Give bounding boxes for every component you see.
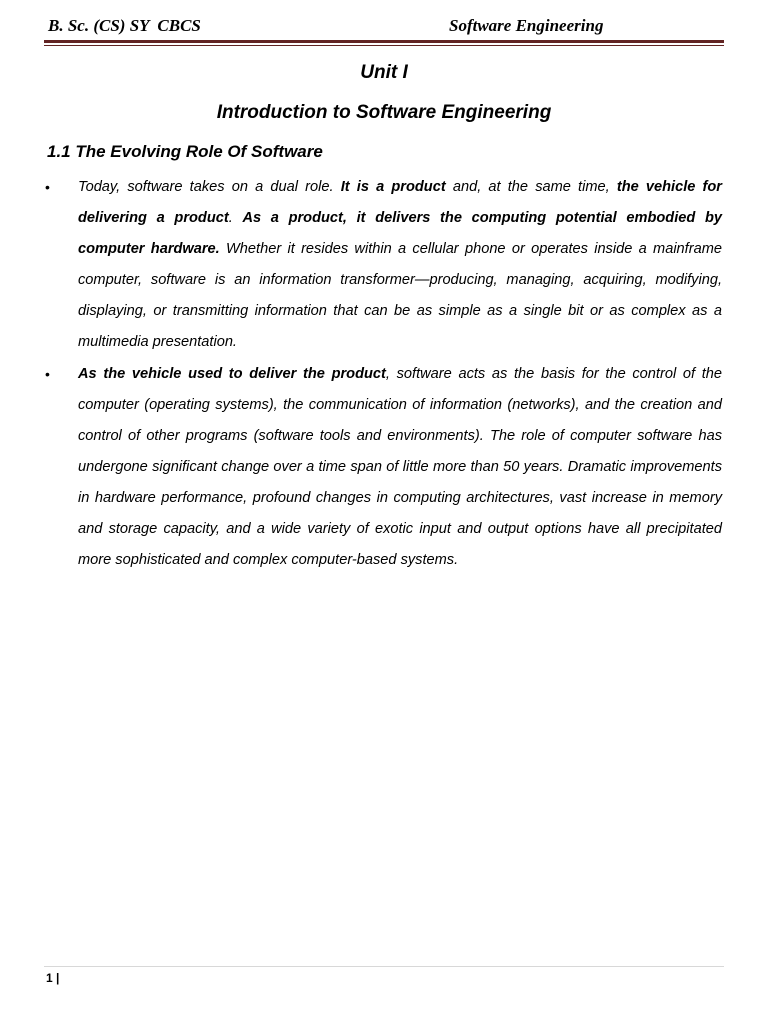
list-item — [0, 359, 768, 577]
text-run: Whether it resides within a cellular phone or operates inside a mainframe computer, software is an information transformer—producing, managing, acquiring, modifying, displaying, or transmitting information that can be as simple as a single bit or as complex as a multimedia presentation. — [78, 241, 722, 351]
bold-text-run: It is a product — [340, 179, 446, 195]
paragraph-text — [78, 359, 722, 577]
text-run: Today, software takes on a dual role. — [78, 179, 341, 195]
section-heading: 1.1 The Evolving Role Of Software — [47, 142, 323, 161]
bold-text-run: the vehicle for delivering a product — [78, 179, 722, 227]
bullet-icon: • — [45, 365, 50, 382]
footer-rule — [44, 966, 724, 967]
unit-heading: Unit I — [360, 62, 408, 83]
page-header — [48, 16, 724, 40]
text-run: and, at the same time, — [445, 179, 617, 195]
header-rule-thin — [44, 45, 724, 46]
page-title: Introduction to Software Engineering — [216, 102, 552, 123]
text-run: , software acts as the basis for the control of the computer (operating systems), the communication of information (networks), and the creation and control of other programs (software tools and environments). The role of computer software has undergone significant change over a time span of little more than 50 years. Dramatic improvements in hardware performance, profound changes in computing architectures, vast increase in memory and storage capacity, and a wide variety of exotic input and output options have all precipitated more sophisticated and complex computer-based systems. — [78, 365, 722, 569]
bold-text-run: As the vehicle used to deliver the product — [78, 365, 386, 382]
page-number: 1 | — [46, 971, 60, 985]
header-course: B. Sc. (CS) SY CBCS — [48, 16, 201, 35]
text-run: . — [228, 210, 243, 227]
bullet-list — [0, 172, 768, 576]
header-rule-thick — [44, 40, 724, 43]
bullet-icon: • — [45, 179, 50, 195]
bold-text-run: As a product, it delivers the computing potential embodied by computer hardware. — [78, 210, 722, 258]
list-item — [0, 172, 768, 359]
header-subject: Software Engineering — [449, 16, 604, 35]
paragraph-text — [78, 172, 722, 359]
